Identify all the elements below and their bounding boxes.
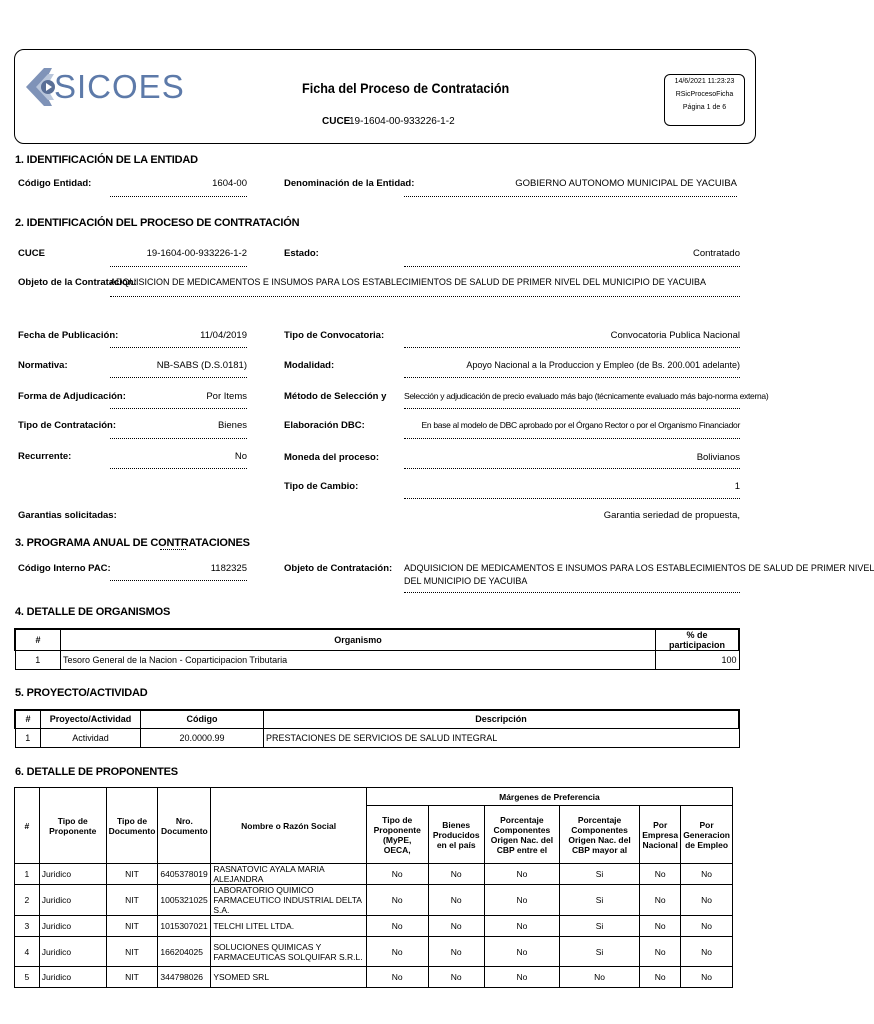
proyecto-tipo: Actividad (41, 728, 141, 747)
section-6-title: 6. DETALLE DE PROPONENTES (15, 766, 178, 778)
table-row (15, 864, 733, 885)
codigo-entidad-value: 1604-00 (212, 178, 247, 189)
col-header-pct-entre: Porcentaje Componentes Origen Nac. del CBP entre el (484, 806, 559, 864)
proponente-empleo: No (681, 864, 733, 885)
proponente-pct-entre: No (484, 864, 559, 885)
garantias-value: Garantia seriedad de propuesta, (603, 510, 740, 521)
cuce-label: CUCE (18, 248, 45, 259)
col-header-proyecto: Proyecto/Actividad (41, 710, 141, 728)
tipo-cambio-value: 1 (734, 481, 740, 492)
proponente-mype: No (366, 967, 428, 988)
proponentes-table (14, 787, 733, 988)
section-4-title: 4. DETALLE DE ORGANISMOS (15, 606, 171, 618)
col-header-tipo-proponente: Tipo de Proponente (39, 788, 106, 864)
modalidad-label: Modalidad: (284, 360, 335, 371)
objeto-label: Objeto de la Contratación: (18, 277, 137, 288)
proponente-pct-mayor: Si (559, 916, 639, 937)
proponente-bienes: No (428, 885, 484, 916)
table-row (15, 937, 733, 967)
organismos-table (14, 628, 740, 670)
proponente-nro: 1015307021 (158, 916, 211, 937)
header-cuce-label: CUCE (322, 116, 351, 127)
proyecto-codigo: 20.0000.99 (141, 728, 264, 747)
moneda-value: Bolivianos (696, 452, 740, 463)
proponente-empleo: No (681, 937, 733, 967)
tipo-contratacion-label: Tipo de Contratación: (18, 420, 116, 431)
col-header-tipo-documento: Tipo de Documento (106, 788, 158, 864)
proponente-empleo: No (681, 916, 733, 937)
proponente-bienes: No (428, 967, 484, 988)
cuce-value: 19-1604-00-933226-1-2 (146, 248, 247, 259)
proponente-tipo: Juridico (39, 885, 106, 916)
col-header-pct-mayor: Porcentaje Componentes Origen Nac. del CBP mayor al (559, 806, 639, 864)
normativa-label: Normativa: (18, 360, 68, 371)
meta-datetime: 14/6/2021 11:23:23 (674, 78, 735, 85)
col-header-empresa-nacional: Por Empresa Nacional (640, 806, 681, 864)
proponente-num: 3 (15, 916, 40, 937)
proyecto-num: 1 (15, 728, 41, 747)
proponente-bienes: No (428, 937, 484, 967)
col-header-num: # (15, 788, 40, 864)
proponente-mype: No (366, 864, 428, 885)
table-row (15, 651, 739, 670)
col-header-nro-documento: Nro. Documento (158, 788, 211, 864)
table-row (15, 967, 733, 988)
proponente-nro: 1005321025 (158, 885, 211, 916)
proponente-empresa: No (640, 937, 681, 967)
proponente-nombre: YSOMED SRL (211, 967, 367, 988)
normativa-value: NB-SABS (D.S.0181) (156, 360, 247, 371)
proponente-empleo: No (681, 967, 733, 988)
proponente-nombre: RASNATOVIC AYALA MARIA ALEJANDRA (211, 864, 367, 885)
col-header-mype: Tipo de Proponente (MyPE, OECA, (366, 806, 428, 864)
proponente-tipo: Juridico (39, 937, 106, 967)
proponente-tipo: Juridico (39, 864, 106, 885)
col-header-margenes: Márgenes de Preferencia (366, 788, 732, 806)
tipo-contratacion-value: Bienes (217, 420, 247, 431)
metodo-seleccion-label: Método de Selección y (284, 391, 387, 402)
proponente-doc: NIT (106, 967, 158, 988)
modalidad-value: Apoyo Nacional a la Produccion y Empleo (de Bs. 200.001 adelante) (466, 360, 740, 370)
col-header-num: # (15, 710, 41, 728)
logo-text: SICOES (54, 68, 185, 105)
col-header-empleo: Por Generacion de Empleo (681, 806, 733, 864)
forma-adjudicacion-label: Forma de Adjudicación: (18, 391, 126, 402)
meta-box (664, 74, 745, 126)
section-5-title: 5. PROYECTO/ACTIVIDAD (15, 687, 148, 699)
proponente-mype: No (366, 885, 428, 916)
proponente-empresa: No (640, 967, 681, 988)
fecha-label: Fecha de Publicación: (18, 330, 119, 341)
proponente-num: 5 (15, 967, 40, 988)
proponente-tipo: Juridico (39, 967, 106, 988)
meta-page-id: RSicProcesoFicha (675, 91, 734, 98)
proponente-empresa: No (640, 864, 681, 885)
recurrente-label: Recurrente: (18, 451, 72, 462)
proponente-doc: NIT (106, 937, 158, 967)
page-title: Ficha del Proceso de Contratación (302, 80, 510, 96)
pac-label: Código Interno PAC: (18, 563, 111, 574)
proponente-pct-entre: No (484, 916, 559, 937)
organismo-name: Tesoro General de la Nacion - Coparticipacion Tributaria (61, 651, 656, 670)
proponente-num: 2 (15, 885, 40, 916)
col-header-organismo: Organismo (61, 629, 656, 651)
proponente-nombre: TELCHI LITEL LTDA. (211, 916, 367, 937)
proponente-num: 4 (15, 937, 40, 967)
proponente-nro: 344798026 (158, 967, 211, 988)
col-header-num: # (15, 629, 61, 651)
proponente-empresa: No (640, 885, 681, 916)
codigo-entidad-label: Código Entidad: (18, 178, 92, 189)
objeto-pac-line2: DEL MUNICIPIO DE YACUIBA (404, 576, 528, 586)
proponente-doc: NIT (106, 864, 158, 885)
estado-value: Contratado (692, 248, 740, 259)
garantias-label: Garantias solicitadas: (18, 510, 117, 521)
proponente-tipo: Juridico (39, 916, 106, 937)
proponente-mype: No (366, 937, 428, 967)
objeto-pac-line1: ADQUISICION DE MEDICAMENTOS E INSUMOS PARA LOS ESTABLECIMIENTOS DE SALUD DE PRIMER NIVEL (404, 563, 874, 573)
table-row (15, 885, 733, 916)
proyecto-descripcion: PRESTACIONES DE SERVICIOS DE SALUD INTEGRAL (264, 728, 740, 747)
proponente-nombre: SOLUCIONES QUIMICAS Y FARMACEUTICAS SOLQUIFAR S.R.L. (211, 937, 367, 967)
forma-adjudicacion-value: Por Items (206, 391, 247, 402)
header-cuce-value: 19-1604-00-933226-1-2 (349, 116, 455, 127)
fecha-value: 11/04/2019 (200, 330, 247, 341)
proponente-pct-entre: No (484, 937, 559, 967)
section-3-title: 3. PROGRAMA ANUAL DE CONTRATACIONES (15, 537, 250, 549)
section-1-title: 1. IDENTIFICACIÓN DE LA ENTIDAD (15, 154, 198, 166)
proponente-num: 1 (15, 864, 40, 885)
organismo-pct: 100 (656, 651, 740, 670)
proponente-empleo: No (681, 885, 733, 916)
estado-label: Estado: (284, 248, 319, 259)
col-header-descripcion: Descripción (264, 710, 740, 728)
objeto-pac-label: Objeto de Contratación: (284, 563, 393, 574)
metodo-seleccion-value: Selección y adjudicación de precio evaluado más bajo (técnicamente evaluado más bajo-norma externa) (404, 391, 769, 401)
col-header-nombre: Nombre o Razón Social (211, 788, 367, 864)
elaboracion-dbc-label: Elaboración DBC: (284, 420, 365, 431)
col-header-codigo: Código (141, 710, 264, 728)
proponente-pct-entre: No (484, 885, 559, 916)
proponente-bienes: No (428, 864, 484, 885)
proponente-doc: NIT (106, 885, 158, 916)
organismo-num: 1 (15, 651, 61, 670)
objeto-value: ADQUISICION DE MEDICAMENTOS E INSUMOS PARA LOS ESTABLECIMIENTOS DE SALUD DE PRIMER NIVEL DEL MUNICIPIO DE YACUIBA (110, 277, 706, 287)
meta-page: Página 1 de 6 (682, 104, 727, 111)
tipo-cambio-label: Tipo de Cambio: (284, 481, 359, 492)
table-row (15, 916, 733, 937)
sicoes-logo (22, 62, 185, 112)
proponente-pct-entre: No (484, 967, 559, 988)
proponente-pct-mayor: Si (559, 864, 639, 885)
moneda-label: Moneda del proceso: (284, 452, 380, 463)
proyecto-table (14, 709, 740, 748)
proponente-mype: No (366, 916, 428, 937)
proponente-nombre: LABORATORIO QUIMICO FARMACEUTICO INDUSTRIAL DELTA S.A. (211, 885, 367, 916)
pac-value: 1182325 (210, 563, 247, 574)
table-row (15, 728, 739, 747)
recurrente-value: No (234, 451, 247, 462)
proponente-doc: NIT (106, 916, 158, 937)
denominacion-value: GOBIERNO AUTONOMO MUNICIPAL DE YACUIBA (515, 178, 737, 189)
section-2-title: 2. IDENTIFICACIÓN DEL PROCESO DE CONTRATACIÓN (15, 217, 300, 229)
proponente-pct-mayor: Si (559, 937, 639, 967)
elaboracion-dbc-value: En base al modelo de DBC aprobado por el Órgano Rector o por el Organismo Financiador (421, 420, 740, 430)
proponente-nro: 166204025 (158, 937, 211, 967)
col-header-bienes: Bienes Producidos en el país (428, 806, 484, 864)
col-header-participacion: % de participacion (656, 629, 740, 651)
proponente-empresa: No (640, 916, 681, 937)
proponente-pct-mayor: Si (559, 885, 639, 916)
proponente-nro: 6405378019 (158, 864, 211, 885)
proponente-bienes: No (428, 916, 484, 937)
tipo-convocatoria-value: Convocatoria Publica Nacional (610, 330, 740, 341)
denominacion-label: Denominación de la Entidad: (284, 178, 415, 189)
tipo-convocatoria-label: Tipo de Convocatoria: (284, 330, 385, 341)
proponente-pct-mayor: No (559, 967, 639, 988)
